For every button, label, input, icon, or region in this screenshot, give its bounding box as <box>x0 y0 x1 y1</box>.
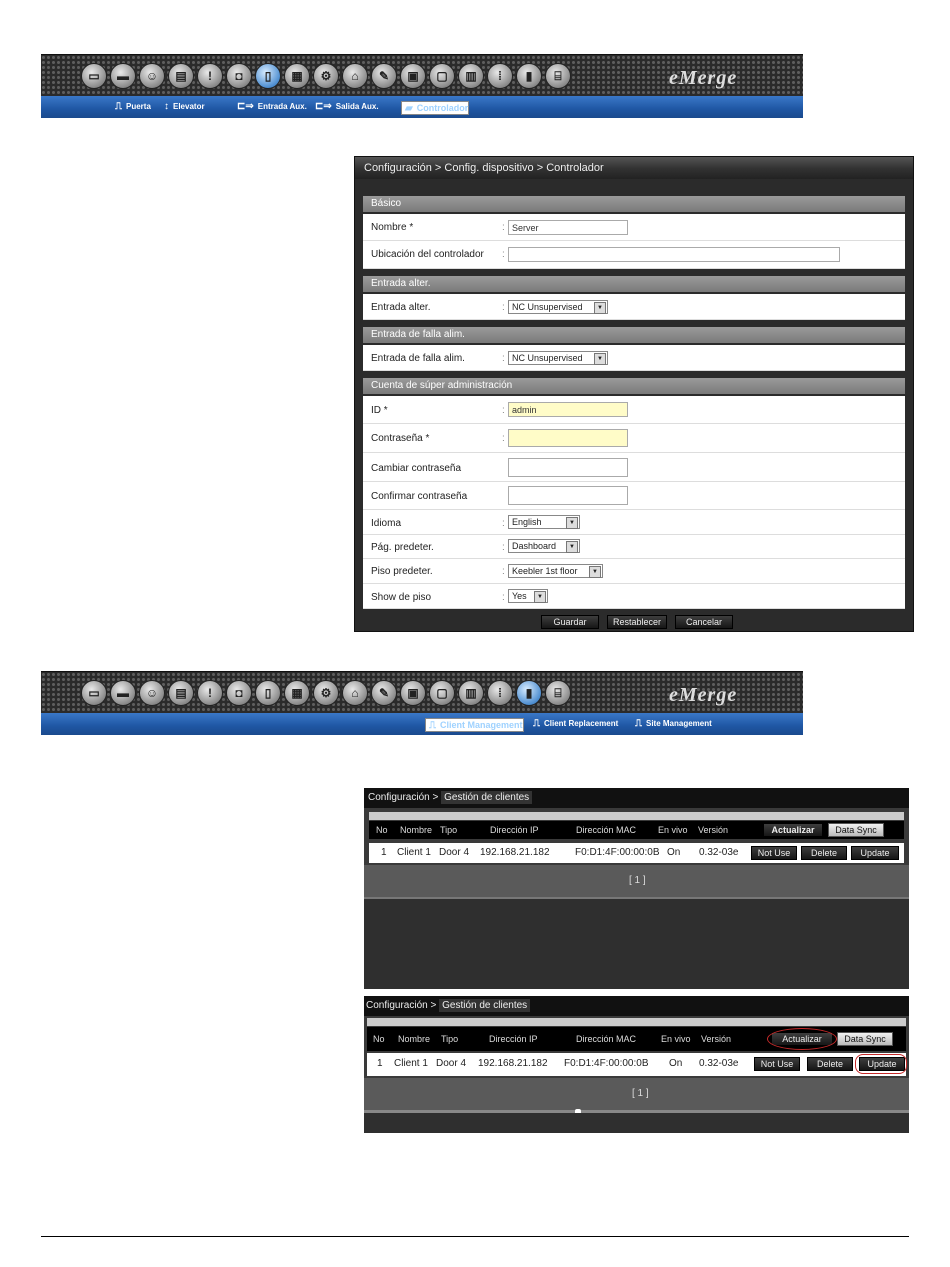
col-version: Versión <box>701 1034 732 1044</box>
not-use-button[interactable]: Not Use <box>754 1057 800 1071</box>
cell-name: Client 1 <box>394 1058 428 1069</box>
row-falla-alim <box>363 345 905 371</box>
grid-icon[interactable]: ⁞ <box>487 680 513 706</box>
person-icon[interactable]: ☺ <box>139 680 165 706</box>
row-contrasena <box>363 424 905 453</box>
subnav-client-management[interactable] <box>425 718 524 732</box>
controller-panel <box>354 156 914 632</box>
subnav-client-replacement[interactable] <box>533 718 618 729</box>
client-icon: ⎍ <box>533 718 540 729</box>
select-value: Dashboard <box>512 541 557 551</box>
colon: : <box>502 592 505 603</box>
network-icon[interactable]: ⌂ <box>342 63 368 89</box>
bottom-nav <box>41 671 803 735</box>
col-tipo: Tipo <box>441 1034 459 1044</box>
door-icon: ⎍ <box>115 101 122 112</box>
select-value: NC Unsupervised <box>512 353 583 363</box>
guardar-button[interactable]: Guardar <box>541 615 599 629</box>
dropdown-arrow-icon: ▼ <box>594 302 606 314</box>
col-tipo: Tipo <box>440 825 458 835</box>
aux-output-icon: ⊏⇒ <box>315 101 332 112</box>
colon: : <box>502 518 505 529</box>
document-icon[interactable]: ▢ <box>429 63 455 89</box>
subnav-label: Entrada Aux. <box>257 102 307 111</box>
cell-type: Door 4 <box>439 847 470 858</box>
nav-icons <box>81 63 571 89</box>
breadcrumb <box>364 996 909 1016</box>
subnav-label: Salida Aux. <box>335 102 379 111</box>
pag-predeter-select[interactable] <box>508 539 580 553</box>
not-use-button[interactable]: Not Use <box>751 846 797 860</box>
gears-icon[interactable]: ⚙ <box>313 680 339 706</box>
subnav-label: Client Replacement <box>544 719 619 728</box>
breadcrumb: Configuración > Config. dispositivo > Controlador <box>355 157 913 179</box>
list-icon[interactable]: ▮ <box>516 680 542 706</box>
label-show-piso: Show de piso <box>371 592 432 603</box>
subnav-label: Puerta <box>126 102 151 111</box>
pager[interactable]: [ 1 ] <box>632 1088 649 1099</box>
cell-type: Door 4 <box>436 1058 467 1069</box>
cell-live: On <box>669 1058 683 1069</box>
label-contrasena: Contraseña * <box>371 433 430 444</box>
alert-icon[interactable]: ! <box>197 680 223 706</box>
subnav-entrada-aux[interactable] <box>237 101 307 112</box>
select-value: NC Unsupervised <box>512 302 583 312</box>
row-ubicacion <box>363 241 905 269</box>
subnav-label: Client Management <box>440 719 523 730</box>
cell-ip: 192.168.21.182 <box>480 847 550 858</box>
dropdown-arrow-icon: ▼ <box>566 517 578 529</box>
tools-icon[interactable]: ✎ <box>371 680 397 706</box>
entrada-alter-select[interactable] <box>508 300 608 314</box>
change-password-input[interactable] <box>508 458 628 477</box>
label-falla-alim: Entrada de falla alim. <box>371 353 465 364</box>
row-piso-predeter <box>363 559 905 584</box>
pager[interactable]: [ 1 ] <box>629 875 646 886</box>
site-icon: ⎍ <box>635 718 642 729</box>
save-icon[interactable]: ▣ <box>400 680 426 706</box>
subnav-label: Elevator <box>173 102 205 111</box>
subnav-bar <box>41 96 803 118</box>
confirm-password-input[interactable] <box>508 486 628 505</box>
table-header <box>369 821 904 839</box>
password-input[interactable] <box>508 429 628 447</box>
breadcrumb-current: Gestión de clientes <box>439 999 530 1012</box>
card-icon[interactable]: ▤ <box>168 680 194 706</box>
breadcrumb-root: Configuración > <box>366 1000 437 1011</box>
col-version: Versión <box>698 825 729 835</box>
dropdown-arrow-icon: ▼ <box>589 566 601 578</box>
subnav-controlador[interactable] <box>401 101 469 115</box>
cell-version: 0.32-03e <box>699 1058 739 1069</box>
aux-input-icon: ⊏⇒ <box>237 101 254 112</box>
table-row <box>369 843 904 863</box>
label-cambiar-contrasena: Cambiar contraseña <box>371 463 462 474</box>
col-ip: Dirección IP <box>490 825 539 835</box>
shield-icon[interactable]: ◘ <box>226 63 252 89</box>
section-super-admin: Cuenta de súper administración <box>363 378 905 394</box>
falla-alim-select[interactable] <box>508 351 608 365</box>
empty-area <box>364 1113 909 1133</box>
cell-version: 0.32-03e <box>699 847 739 858</box>
colon: : <box>502 249 505 260</box>
chart-icon[interactable]: ▥ <box>458 63 484 89</box>
colon: : <box>502 433 505 444</box>
save-icon[interactable]: ▣ <box>400 63 426 89</box>
row-nombre <box>363 214 905 241</box>
subnav-puerta[interactable] <box>115 101 151 112</box>
monitor-icon[interactable]: ▭ <box>81 63 107 89</box>
colon: : <box>502 222 505 233</box>
col-mac: Dirección MAC <box>576 825 637 835</box>
cancelar-button[interactable]: Cancelar <box>675 615 733 629</box>
subnav-site-management[interactable] <box>635 718 712 729</box>
delete-button[interactable]: Delete <box>807 1057 853 1071</box>
data-sync-button[interactable]: Data Sync <box>828 823 884 837</box>
select-value: Keebler 1st floor <box>512 566 578 576</box>
cell-ip: 192.168.21.182 <box>478 1058 548 1069</box>
nombre-input[interactable]: Server <box>508 220 628 235</box>
list-icon[interactable]: ▮ <box>516 63 542 89</box>
controller-icon: ▰ <box>405 102 413 114</box>
row-pag-predeter <box>363 535 905 559</box>
highlight-circle <box>855 1054 907 1074</box>
update-button[interactable]: Update <box>859 1057 905 1071</box>
server-icon[interactable]: ▬ <box>110 63 136 89</box>
ubicacion-input[interactable] <box>508 247 840 262</box>
col-no: No <box>376 825 388 835</box>
panel-icon[interactable]: ▦ <box>284 63 310 89</box>
dropdown-arrow-icon: ▼ <box>534 591 546 603</box>
row-cambiar-contrasena <box>363 453 905 482</box>
row-idioma <box>363 510 905 535</box>
breadcrumb-current: Gestión de clientes <box>441 791 532 804</box>
restablecer-button[interactable]: Restablecer <box>607 615 667 629</box>
idioma-select[interactable] <box>508 515 580 529</box>
dropdown-arrow-icon: ▼ <box>566 541 578 553</box>
top-nav <box>41 54 803 118</box>
tab-strip <box>369 812 904 820</box>
cell-live: On <box>667 847 681 858</box>
label-confirmar-contrasena: Confirmar contraseña <box>371 491 468 502</box>
shield-icon[interactable]: ◘ <box>226 680 252 706</box>
subnav-label: Site Management <box>646 719 712 728</box>
monitor-icon[interactable]: ▭ <box>81 680 107 706</box>
cell-no: 1 <box>381 847 387 858</box>
clients-panel-1 <box>364 788 909 989</box>
alert-icon[interactable]: ! <box>197 63 223 89</box>
colon: : <box>502 353 505 364</box>
label-entrada-alter: Entrada alter. <box>371 302 431 313</box>
col-mac: Dirección MAC <box>576 1034 637 1044</box>
col-nombre: Nombre <box>398 1034 431 1044</box>
cell-mac: F0:D1:4F:00:00:0B <box>564 1058 649 1069</box>
network-icon[interactable]: ⌂ <box>342 680 368 706</box>
dropdown-arrow-icon: ▼ <box>594 353 606 365</box>
actualizar-button[interactable]: Actualizar <box>771 1032 833 1046</box>
report-icon[interactable]: ⌸ <box>545 63 571 89</box>
col-en-vivo: En vivo <box>661 1034 691 1044</box>
door-icon[interactable]: ▯ <box>255 63 281 89</box>
label-pag-predeter: Pág. predeter. <box>371 542 434 553</box>
emerge-logo: eMerge <box>669 67 738 89</box>
row-show-piso <box>363 584 905 609</box>
colon: : <box>502 566 505 577</box>
person-icon[interactable]: ☺ <box>139 63 165 89</box>
colon: : <box>502 542 505 553</box>
col-en-vivo: En vivo <box>658 825 688 835</box>
clients-panel-2 <box>364 996 909 1133</box>
grid-icon[interactable]: ⁞ <box>487 63 513 89</box>
colon: : <box>502 405 505 416</box>
section-entrada-alter: Entrada alter. <box>363 276 905 292</box>
gears-icon[interactable]: ⚙ <box>313 63 339 89</box>
cell-name: Client 1 <box>397 847 431 858</box>
row-entrada-alter <box>363 294 905 320</box>
subnav-label: Controlador <box>416 102 469 113</box>
nav-icon-bar <box>41 54 803 97</box>
actualizar-button[interactable]: Actualizar <box>763 823 823 837</box>
section-falla-alim: Entrada de falla alim. <box>363 327 905 343</box>
nav-icon-bar <box>41 671 803 714</box>
subnav-elevator[interactable] <box>164 101 205 112</box>
piso-predeter-select[interactable] <box>508 564 603 578</box>
client-icon: ⎍ <box>429 719 436 731</box>
tools-icon[interactable]: ✎ <box>371 63 397 89</box>
breadcrumb-root: Configuración > <box>368 792 439 803</box>
show-piso-select[interactable] <box>508 589 548 603</box>
empty-area <box>364 899 909 989</box>
nav-icons <box>81 680 571 706</box>
subnav-salida-aux[interactable] <box>315 101 379 112</box>
cell-mac: F0:D1:4F:00:00:0B <box>575 847 660 858</box>
document-icon[interactable]: ▢ <box>429 680 455 706</box>
row-confirmar-contrasena <box>363 482 905 510</box>
subnav-bar <box>41 713 803 735</box>
cell-no: 1 <box>377 1058 383 1069</box>
label-ubicacion: Ubicación del controlador <box>371 249 484 260</box>
select-value: English <box>512 517 542 527</box>
id-input[interactable]: admin <box>508 402 628 417</box>
report-icon[interactable]: ⌸ <box>545 680 571 706</box>
section-basico: Básico <box>363 196 905 212</box>
label-idioma: Idioma <box>371 518 402 529</box>
row-id <box>363 396 905 424</box>
col-nombre: Nombre <box>400 825 433 835</box>
emerge-logo: eMerge <box>669 684 738 706</box>
server-icon[interactable]: ▬ <box>110 680 136 706</box>
table-header <box>367 1027 906 1051</box>
select-value: Yes <box>512 591 527 601</box>
col-ip: Dirección IP <box>489 1034 538 1044</box>
col-no: No <box>373 1034 385 1044</box>
label-nombre: Nombre * <box>371 222 414 233</box>
tab-strip <box>367 1018 906 1026</box>
label-id: ID * <box>371 405 388 416</box>
page-rule <box>41 1236 909 1237</box>
breadcrumb <box>364 788 909 808</box>
elevator-icon: ↕ <box>164 101 169 112</box>
update-button[interactable]: Update <box>851 846 899 860</box>
colon: : <box>502 302 505 313</box>
highlight-circle <box>767 1028 837 1050</box>
table-row <box>367 1053 906 1076</box>
data-sync-button[interactable]: Data Sync <box>837 1032 893 1046</box>
door-icon[interactable]: ▯ <box>255 680 281 706</box>
delete-button[interactable]: Delete <box>801 846 847 860</box>
label-piso-predeter: Piso predeter. <box>371 566 433 577</box>
chart-icon[interactable]: ▥ <box>458 680 484 706</box>
card-icon[interactable]: ▤ <box>168 63 194 89</box>
panel-icon[interactable]: ▦ <box>284 680 310 706</box>
